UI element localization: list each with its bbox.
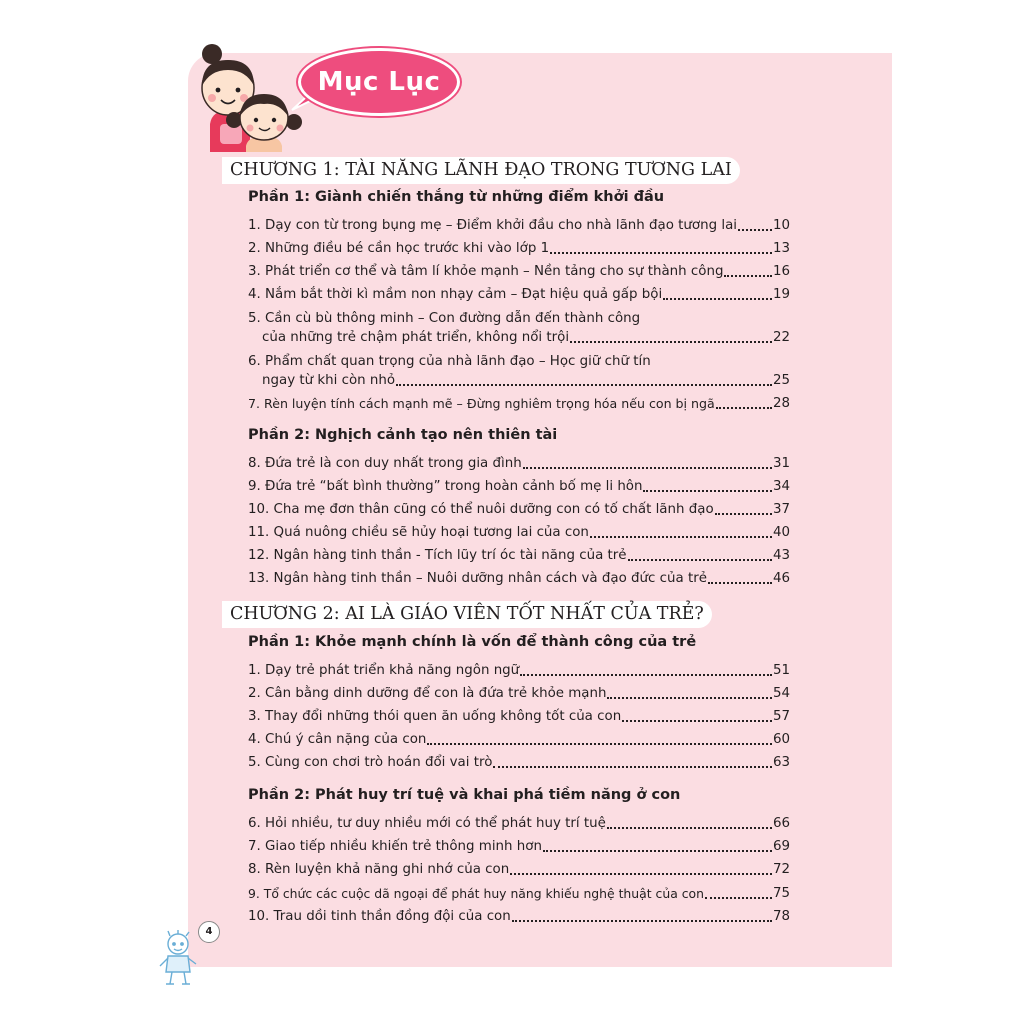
entry-page: 22 <box>772 330 790 345</box>
entry-page: 46 <box>772 571 790 586</box>
dot-leader <box>510 873 772 875</box>
toc-entry[interactable] <box>248 523 790 543</box>
toc-entry[interactable] <box>248 285 790 305</box>
entry-title: 10. Cha mẹ đơn thân cũng có thể nuôi dưỡng con có tố chất lãnh đạo <box>248 502 714 517</box>
entry-title: 5. Cùng con chơi trò hoán đổi vai trò <box>248 755 493 770</box>
dot-leader <box>715 513 772 515</box>
dot-leader <box>628 559 772 561</box>
entry-title: 4. Nắm bắt thời kì mầm non nhạy cảm – Đạt hiệu quả gấp bội <box>248 287 663 302</box>
entry-title: của những trẻ chậm phát triển, không nổi trội <box>262 330 570 345</box>
entry-page: 43 <box>772 548 790 563</box>
entry-title: 4. Chú ý cân nặng của con <box>248 732 427 747</box>
entry-title: 3. Phát triển cơ thể và tâm lí khỏe mạnh – Nền tảng cho sự thành công <box>248 264 724 279</box>
page-title: Mục Lục <box>317 67 441 97</box>
toc-entry[interactable] <box>248 371 790 391</box>
toc-entry[interactable] <box>248 454 790 474</box>
toc-entry[interactable] <box>248 569 790 589</box>
entry-page: 63 <box>772 755 790 770</box>
entry-title: 12. Ngân hàng tinh thần - Tích lũy trí óc tài năng của trẻ <box>248 548 627 563</box>
entry-page: 60 <box>772 732 790 747</box>
toc-entry[interactable] <box>248 814 790 834</box>
dot-leader <box>590 536 772 538</box>
dot-leader <box>705 897 772 899</box>
toc-entry[interactable] <box>248 239 790 259</box>
chapter-2-part-1-heading: Phần 1: Khỏe mạnh chính là vốn để thành công của trẻ <box>248 634 697 650</box>
entry-title-line-1[interactable]: 5. Cần cù bù thông minh – Con đường dẫn đến thành công <box>248 311 641 326</box>
toc-entry[interactable] <box>248 500 790 520</box>
toc-entry[interactable] <box>248 730 790 750</box>
entry-page: 72 <box>772 862 790 877</box>
entry-page: 37 <box>772 502 790 517</box>
toc-entry[interactable] <box>248 477 790 497</box>
entry-title: 2. Cân bằng dinh dưỡng để con là đứa trẻ khỏe mạnh <box>248 686 607 701</box>
dot-leader <box>622 720 772 722</box>
page-number: 4 <box>198 921 220 943</box>
chapter-2-part-2-heading: Phần 2: Phát huy trí tuệ và khai phá tiềm năng ở con <box>248 787 681 803</box>
dot-leader <box>643 490 771 492</box>
entry-title-line-1[interactable]: 6. Phẩm chất quan trọng của nhà lãnh đạo – Học giữ chữ tín <box>248 354 651 369</box>
dot-leader <box>550 252 772 254</box>
dot-leader <box>607 697 771 699</box>
toc-entry[interactable] <box>248 753 790 773</box>
entry-title: 1. Dạy trẻ phát triển khả năng ngôn ngữ <box>248 663 520 678</box>
entry-page: 28 <box>772 396 790 411</box>
entry-page: 66 <box>772 816 790 831</box>
toc-entry[interactable] <box>248 546 790 566</box>
dot-leader <box>543 850 772 852</box>
toc-entry[interactable] <box>248 661 790 681</box>
chapter-1-heading: CHƯƠNG 1: TÀI NĂNG LÃNH ĐẠO TRONG TƯƠNG LAI <box>222 157 740 184</box>
toc-entry[interactable] <box>248 884 790 904</box>
entry-page: 16 <box>772 264 790 279</box>
dot-leader <box>493 766 772 768</box>
entry-page: 51 <box>772 663 790 678</box>
toc-entry[interactable] <box>248 684 790 704</box>
entry-title: 2. Những điều bé cần học trước khi vào lớp 1 <box>248 241 550 256</box>
entry-page: 19 <box>772 287 790 302</box>
dot-leader <box>396 384 772 386</box>
chapter-1-part-1-heading: Phần 1: Giành chiến thắng từ những điểm khởi đầu <box>248 189 665 205</box>
dot-leader <box>738 229 772 231</box>
entry-title: 8. Rèn luyện khả năng ghi nhớ của con <box>248 862 510 877</box>
entry-title: 8. Đứa trẻ là con duy nhất trong gia đình <box>248 456 522 471</box>
entry-title: 9. Đứa trẻ “bất bình thường” trong hoàn cảnh bố mẹ li hôn <box>248 479 643 494</box>
dot-leader <box>570 341 772 343</box>
entry-title: 1. Dạy con từ trong bụng mẹ – Điểm khởi đầu cho nhà lãnh đạo tương lai <box>248 218 737 233</box>
dot-leader <box>520 674 772 676</box>
entry-page: 10 <box>772 218 790 233</box>
entry-page: 31 <box>772 456 790 471</box>
entry-title: 7. Giao tiếp nhiều khiến trẻ thông minh hơn <box>248 839 542 854</box>
entry-title: 6. Hỏi nhiều, tư duy nhiều mới có thể phát huy trí tuệ <box>248 816 606 831</box>
entry-page: 34 <box>772 479 790 494</box>
entry-page: 57 <box>772 709 790 724</box>
toc-entry[interactable] <box>248 907 790 927</box>
entry-page: 78 <box>772 909 790 924</box>
toc-entry[interactable] <box>248 262 790 282</box>
entry-page: 13 <box>772 241 790 256</box>
entry-page: 69 <box>772 839 790 854</box>
chapter-2-heading: CHƯƠNG 2: AI LÀ GIÁO VIÊN TỐT NHẤT CỦA TRẺ? <box>222 601 712 628</box>
toc-entry[interactable] <box>248 394 790 414</box>
toc-entry[interactable] <box>248 328 790 348</box>
entry-page: 75 <box>772 886 790 901</box>
entry-page: 25 <box>772 373 790 388</box>
mascot-boy-icon <box>156 930 198 986</box>
entry-title: 3. Thay đổi những thói quen ăn uống không tốt của con <box>248 709 622 724</box>
dot-leader <box>512 920 772 922</box>
toc-entry[interactable] <box>248 837 790 857</box>
toc-entry[interactable] <box>248 860 790 880</box>
entry-page: 40 <box>772 525 790 540</box>
entry-title: 7. Rèn luyện tính cách mạnh mẽ – Đừng nghiêm trọng hóa nếu con bị ngã <box>248 396 715 411</box>
entry-page: 54 <box>772 686 790 701</box>
entry-title: 9. Tổ chức các cuộc dã ngoại để phát huy năng khiếu nghệ thuật của con <box>248 886 704 901</box>
entry-title: 10. Trau dồi tinh thần đồng đội của con <box>248 909 511 924</box>
entry-title: 11. Quá nuông chiều sẽ hủy hoại tương lai của con <box>248 525 589 540</box>
entry-title: 13. Ngân hàng tinh thần – Nuôi dưỡng nhân cách và đạo đức của trẻ <box>248 571 707 586</box>
entry-title: ngay từ khi còn nhỏ <box>262 373 396 388</box>
dot-leader <box>716 407 772 409</box>
chapter-1-part-2-heading: Phần 2: Nghịch cảnh tạo nên thiên tài <box>248 427 558 443</box>
dot-leader <box>607 827 772 829</box>
dot-leader <box>523 467 772 469</box>
dot-leader <box>427 743 772 745</box>
toc-entry[interactable] <box>248 216 790 236</box>
toc-entry[interactable] <box>248 707 790 727</box>
dot-leader <box>708 582 772 584</box>
dot-leader <box>724 275 772 277</box>
dot-leader <box>663 298 772 300</box>
